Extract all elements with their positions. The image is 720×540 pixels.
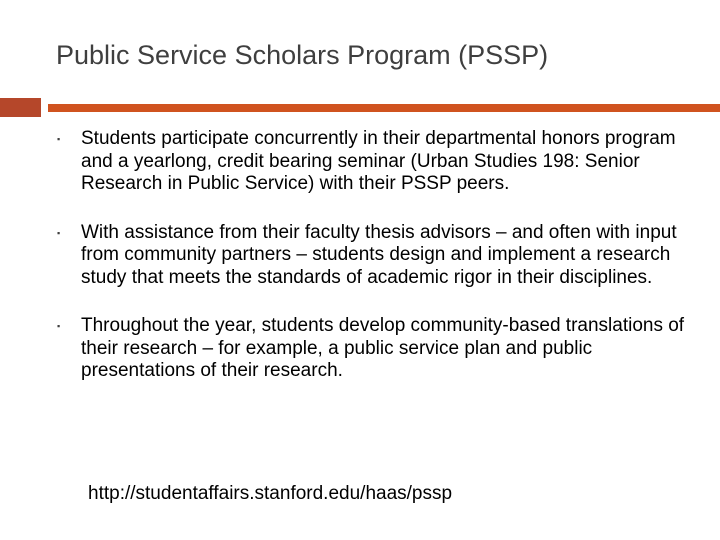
source-link[interactable]: http://studentaffairs.stanford.edu/haas/pssp (88, 483, 453, 504)
accent-square (0, 98, 41, 117)
bullet-list (56, 128, 696, 383)
bullet-marker-icon: ▪ (57, 321, 61, 331)
accent-divider-bar (48, 104, 720, 112)
bullet-marker-icon: ▪ (57, 134, 61, 144)
bullet-text: Throughout the year, students develop community-based translations of their research – for example, a public service plan and public presentations of their research. (81, 315, 685, 381)
bullet-item (56, 315, 696, 383)
bullet-text: With assistance from their faculty thesis advisors – and often with input from community partners – students design and implement a research study that meets the standards of academic rigor in their disciplines. (81, 221, 677, 288)
bullet-item (56, 222, 696, 290)
bullet-marker-icon: ▪ (57, 227, 61, 238)
bullet-text: Students participate concurrently in their departmental honors program and a yearlong, credit bearing seminar (Urban Studies 198: Senior Research in Public Service) with their PSSP peers. (81, 128, 676, 194)
bullet-item (56, 128, 696, 196)
slide-title: Public Service Scholars Program (PSSP) (56, 40, 549, 70)
